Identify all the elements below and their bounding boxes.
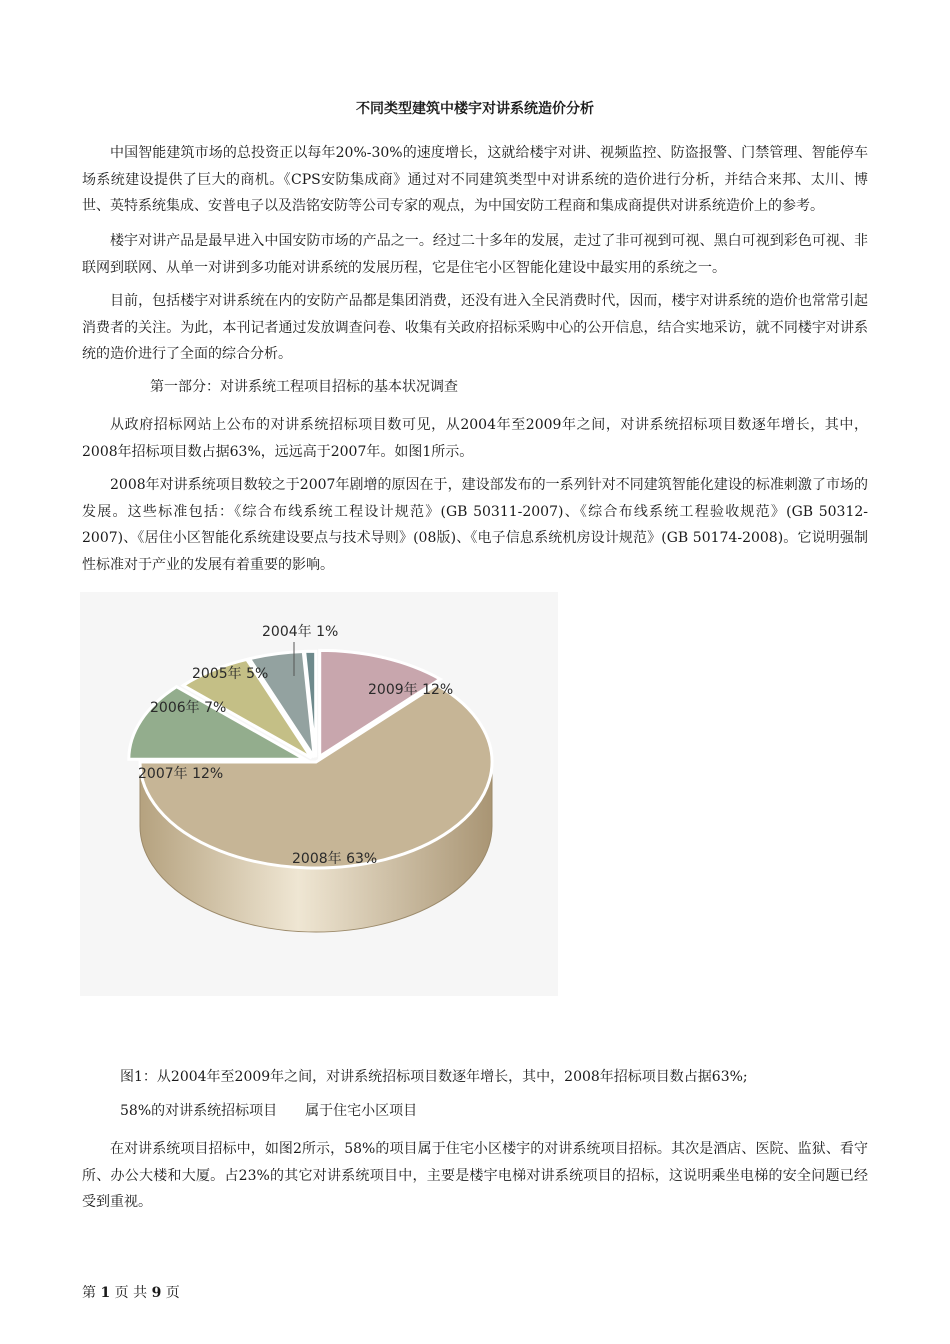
intro-paragraph: 中国智能建筑市场的总投资正以每年20%-30%的速度增长，这就给楼宇对讲、视频监控、防盗报警、门禁管理、智能停车场系统建设提供了巨大的商机。《CPS安防集成商》通过对不同建筑类型中对讲系统的造价进行分析，并结合来邦、太川、博世、英特系统集成、安普电子以及浩铭安防等公司专家的观点，为中国安防工程商和集成商提供对讲系统造价上的参考。	[82, 145, 868, 214]
footer-prefix: 第	[82, 1285, 96, 1301]
page-footer	[82, 1282, 180, 1302]
footer-page-number: 1	[100, 1285, 111, 1301]
footer-middle: 页 共	[114, 1285, 148, 1301]
cost-paragraph: 目前，包括楼宇对讲系统在内的安防产品都是集团消费，还没有进入全民消费时代，因而，楼宇对讲系统的造价也常常引起消费者的关注。为此，本刊记者通过发放调查问卷、收集有关政府招标采购中心的公开信息，结合实地采访，就不同楼宇对讲系统的造价进行了全面的综合分析。	[82, 293, 868, 362]
figure-subcaption: 58%的对讲系统招标项目 属于住宅小区项目	[120, 1103, 418, 1119]
pie-label-2005: 2005年 5%	[192, 666, 269, 682]
pie-label-2004: 2004年 1%	[262, 624, 339, 640]
footer-suffix: 页	[165, 1285, 180, 1301]
document-title: 不同类型建筑中楼宇对讲系统造价分析	[356, 101, 594, 117]
figure-1-pie-chart	[80, 592, 558, 996]
pie-label-2006: 2006年 7%	[150, 700, 227, 716]
history-paragraph: 楼宇对讲产品是最早进入中国安防市场的产品之一。经过二十多年的发展，走过了非可视到可视、黑白可视到彩色可视、非联网到联网、从单一对讲到多功能对讲系统的发展历程，它是住宅小区智能化建设中最实用的系统之一。	[82, 233, 868, 276]
pie-label-2009: 2009年 12%	[368, 682, 454, 698]
section-heading: 第一部分：对讲系统工程项目招标的基本状况调查	[150, 379, 458, 395]
residential-paragraph: 在对讲系统项目招标中，如图2所示，58%的项目属于住宅小区楼宇的对讲系统项目招标。其次是酒店、医院、监狱、看守所、办公大楼和大厦。占23%的其它对讲系统项目中，主要是楼宇电梯对讲系统项目的招标，这说明乘坐电梯的安全问题已经受到重视。	[82, 1141, 868, 1210]
figure-caption: 图1：从2004年至2009年之间，对讲系统招标项目数逐年增长，其中，2008年招标项目数占据63%;	[120, 1069, 748, 1085]
pie-label-2007: 2007年 12%	[138, 766, 224, 782]
pie-label-2008: 2008年 63%	[292, 851, 378, 867]
tender-paragraph: 从政府招标网站上公布的对讲系统招标项目数可见，从2004年至2009年之间，对讲系统招标项目数逐年增长，其中，2008年招标项目数占据63%，远远高于2007年。如图1所示。	[82, 417, 868, 460]
footer-total-pages: 9	[151, 1285, 162, 1301]
pie-chart-svg	[80, 592, 558, 996]
standards-paragraph: 2008年对讲系统项目数较之于2007年剧增的原因在于，建设部发布的一系列针对不同建筑智能化建设的标准刺激了市场的发展。这些标准包括：《综合布线系统工程设计规范》(GB 50311-2007)、《综合布线系统工程验收规范》(GB 50312-2007)、《居住小区智能化系统建设要点与技术导则》(08版)、《电子信息系统机房设计规范》(GB 50174-2008)。它说明强制性标准对于产业的发展有着重要的影响。	[82, 477, 868, 573]
